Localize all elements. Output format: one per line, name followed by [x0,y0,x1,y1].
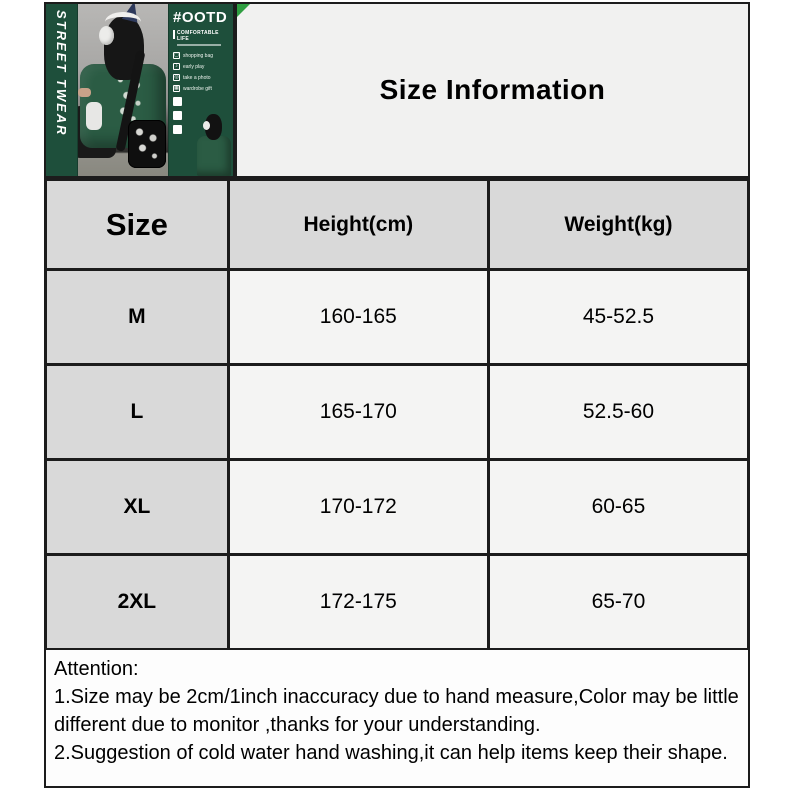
white-square [173,111,182,120]
height-value: 160-165 [228,270,488,365]
mini-headphone-icon [203,121,210,130]
ootd-title: #OOTD [173,9,228,26]
banner-vertical-text: STREET TWEAR [54,10,69,137]
attention-title: Attention: [54,658,139,680]
weight-value: 60-65 [488,460,748,555]
subtitle-bar [173,30,175,39]
feature-label: wardrobe gift [183,85,212,92]
weight-value: 45-52.5 [488,270,748,365]
product-photo-card [44,2,235,178]
headphone-cup-icon [99,26,114,45]
height-value: 170-172 [228,460,488,555]
size-label: 2XL [46,555,229,650]
feature-row [173,63,229,70]
attention-line: 1.Size may be 2cm/1inch inaccuracy due to hand measure,Color may be little different due to monitor ,thanks for your understanding. [54,686,739,736]
attention-line: 2.Suggestion of cold water hand washing,it can help items keep their shape. [54,742,728,764]
camo-bag-shape [128,120,166,168]
arm-shape [78,88,91,97]
table-row [46,270,749,365]
weight-value: 52.5-60 [488,365,748,460]
page-title: Size Information [379,74,606,105]
height-value: 172-175 [228,555,488,650]
white-underlayer-shape [86,102,102,130]
camera-icon: ◎ [174,74,179,80]
feature-row [173,74,229,81]
column-header-size: Size [46,180,229,270]
feature-label: shopping bag [183,52,214,59]
attention-box [44,648,750,788]
table-header-row [46,180,749,270]
white-square [173,97,182,106]
size-table [44,178,750,651]
gift-icon: ▦ [174,85,179,91]
subtitle-underline [177,44,221,46]
height-value: 165-170 [228,365,488,460]
play-icon: ♪ [173,63,180,70]
green-corner-triangle [237,4,250,17]
panel-subtitle: COMFORTABLE LIFE [177,30,219,42]
column-header-height: Height(cm) [228,180,488,270]
table-row [46,365,749,460]
feature-row [173,52,229,59]
panel-subtitle-row [173,30,229,42]
mini-model-body [197,136,231,176]
white-square [173,125,182,134]
weight-value: 65-70 [488,555,748,650]
feature-label: take a photo [183,74,211,81]
table-row [46,555,749,650]
size-label: XL [46,460,229,555]
mini-model-photo [197,114,231,176]
table-row [46,460,749,555]
title-box [235,2,750,178]
model-photo [78,4,168,176]
feature-label: early play [183,63,205,70]
streetwear-banner [46,4,78,176]
feature-row [173,85,229,92]
shopping-bag-icon: ▢ [174,52,179,58]
size-label: L [46,365,229,460]
size-label: M [46,270,229,365]
feature-list [173,52,229,92]
ootd-panel [168,4,233,176]
column-header-weight: Weight(kg) [488,180,748,270]
